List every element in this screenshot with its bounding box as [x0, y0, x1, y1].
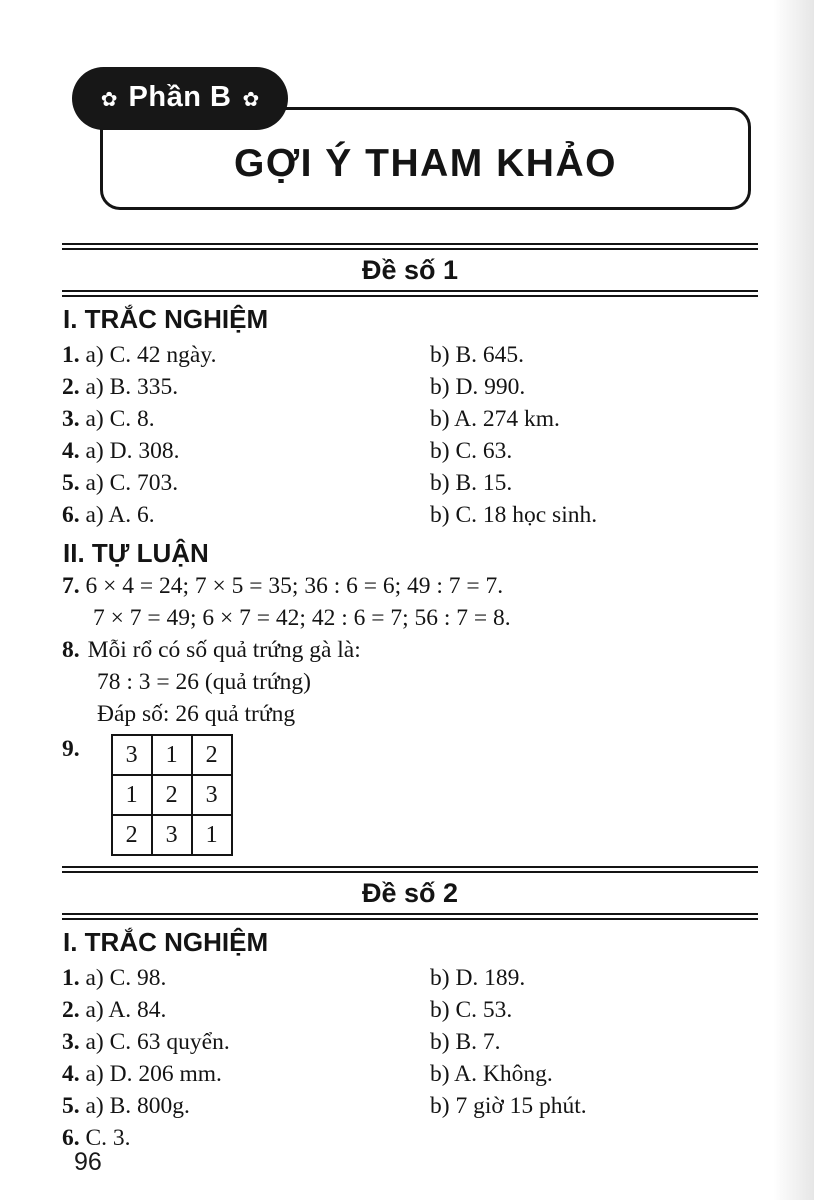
- grid-cell: 2: [152, 775, 192, 815]
- answer-b: b) D. 990.: [430, 374, 526, 400]
- question-number: 8.: [62, 637, 80, 663]
- question-number: 9.: [62, 736, 80, 762]
- answer-row: [62, 467, 758, 499]
- answer-row: [62, 435, 758, 467]
- answer-row: [62, 994, 758, 1026]
- answer-a: a) A. 6.: [85, 502, 155, 528]
- flower-icon: ✿: [242, 86, 260, 111]
- grid-row: [112, 775, 232, 815]
- answer-row: [62, 962, 758, 994]
- answer-b: b) B. 7.: [430, 1029, 501, 1055]
- question-7-line-2: 7 × 7 = 49; 6 × 7 = 42; 42 : 6 = 7; 56 : 7 = 8.: [93, 605, 511, 631]
- question-number: 2.: [62, 374, 80, 400]
- mc-answer-list-de2: [62, 962, 758, 1154]
- grid-cell: 1: [152, 735, 192, 775]
- answer-row: [62, 1058, 758, 1090]
- essay-answers-de1: [62, 570, 758, 856]
- question-number: 4.: [62, 438, 80, 464]
- answer-b: b) D. 189.: [430, 965, 526, 991]
- answer-b: b) C. 53.: [430, 997, 513, 1023]
- mc-answer-list-de1: [62, 339, 758, 531]
- answer-b: b) C. 63.: [430, 438, 513, 464]
- grid-cell: 3: [112, 735, 152, 775]
- answer-a: a) D. 206 mm.: [85, 1061, 222, 1087]
- question-7-line-1: 7. 6 × 4 = 24; 7 × 5 = 35; 36 : 6 = 6; 49 : 7 = 7.: [62, 573, 504, 599]
- answer-row: [62, 403, 758, 435]
- question-number: 7.: [62, 573, 80, 599]
- grid-cell: 3: [152, 815, 192, 855]
- answer-a: C. 3.: [85, 1125, 131, 1151]
- answer-b: b) 7 giờ 15 phút.: [430, 1093, 587, 1119]
- flower-icon: ✿: [100, 86, 118, 111]
- section-band-de1: [62, 243, 758, 297]
- answer-b: b) C. 18 học sinh.: [430, 502, 598, 528]
- question-number: 2.: [62, 997, 80, 1023]
- question-number: 4.: [62, 1061, 80, 1087]
- answer-b: b) B. 15.: [430, 470, 513, 496]
- section-title: Đề số 2: [361, 878, 459, 908]
- answer-a: a) C. 703.: [85, 470, 179, 496]
- answer-a: a) C. 98.: [85, 965, 167, 991]
- answer-row: [62, 499, 758, 531]
- question-number: 1.: [62, 342, 80, 368]
- answer-row: [62, 1122, 758, 1154]
- question-number: 3.: [62, 1029, 80, 1055]
- grid-cell: 1: [192, 815, 232, 855]
- answer-grid: [111, 734, 233, 856]
- question-number: 6.: [62, 1125, 80, 1151]
- grid-cell: 3: [192, 775, 232, 815]
- grid-row: [112, 735, 232, 775]
- question-number: 6.: [62, 502, 80, 528]
- question-number: 5.: [62, 1093, 80, 1119]
- question-number: 3.: [62, 406, 80, 432]
- page-content: [62, 243, 758, 1154]
- answer-row: [62, 1090, 758, 1122]
- section-title: Đề số 1: [361, 255, 459, 285]
- grid-cell: 2: [112, 815, 152, 855]
- question-8-line-1: 8. Mỗi rổ có số quả trứng gà là:: [62, 637, 361, 663]
- grid-cell: 2: [192, 735, 232, 775]
- heading-tu-luan-de1: II. TỰ LUẬN: [63, 538, 209, 568]
- section-band-de2: [62, 866, 758, 920]
- page-number: 96: [74, 1148, 102, 1176]
- part-badge-label: Phần B: [128, 80, 232, 113]
- answer-b: b) A. 274 km.: [430, 406, 560, 432]
- answer-row: [62, 1026, 758, 1058]
- answer-row: [62, 371, 758, 403]
- grid-row: [112, 815, 232, 855]
- question-9: [62, 734, 758, 856]
- heading-trac-nghiem-de2: I. TRẮC NGHIỆM: [63, 927, 269, 957]
- answer-a: a) B. 335.: [85, 374, 179, 400]
- question-8-line-3: Đáp số: 26 quả trứng: [97, 701, 296, 727]
- answer-b: [430, 1122, 758, 1154]
- answer-a: a) C. 63 quyển.: [85, 1029, 230, 1055]
- heading-trac-nghiem-de1: I. TRẮC NGHIỆM: [63, 304, 269, 334]
- page-title: GỢI Ý THAM KHẢO: [234, 141, 617, 185]
- answer-a: a) C. 42 ngày.: [85, 342, 217, 368]
- part-badge: [72, 67, 288, 130]
- question-number: 1.: [62, 965, 80, 991]
- answer-a: a) A. 84.: [85, 997, 167, 1023]
- grid-cell: 1: [112, 775, 152, 815]
- page-header: [0, 0, 814, 205]
- question-number: 5.: [62, 470, 80, 496]
- question-8-line-2: 78 : 3 = 26 (quả trứng): [97, 669, 311, 695]
- answer-a: a) D. 308.: [85, 438, 180, 464]
- answer-row: [62, 339, 758, 371]
- answer-a: a) C. 8.: [85, 406, 155, 432]
- answer-a: a) B. 800g.: [85, 1093, 190, 1119]
- answer-b: b) B. 645.: [430, 342, 524, 368]
- answer-b: b) A. Không.: [430, 1061, 553, 1087]
